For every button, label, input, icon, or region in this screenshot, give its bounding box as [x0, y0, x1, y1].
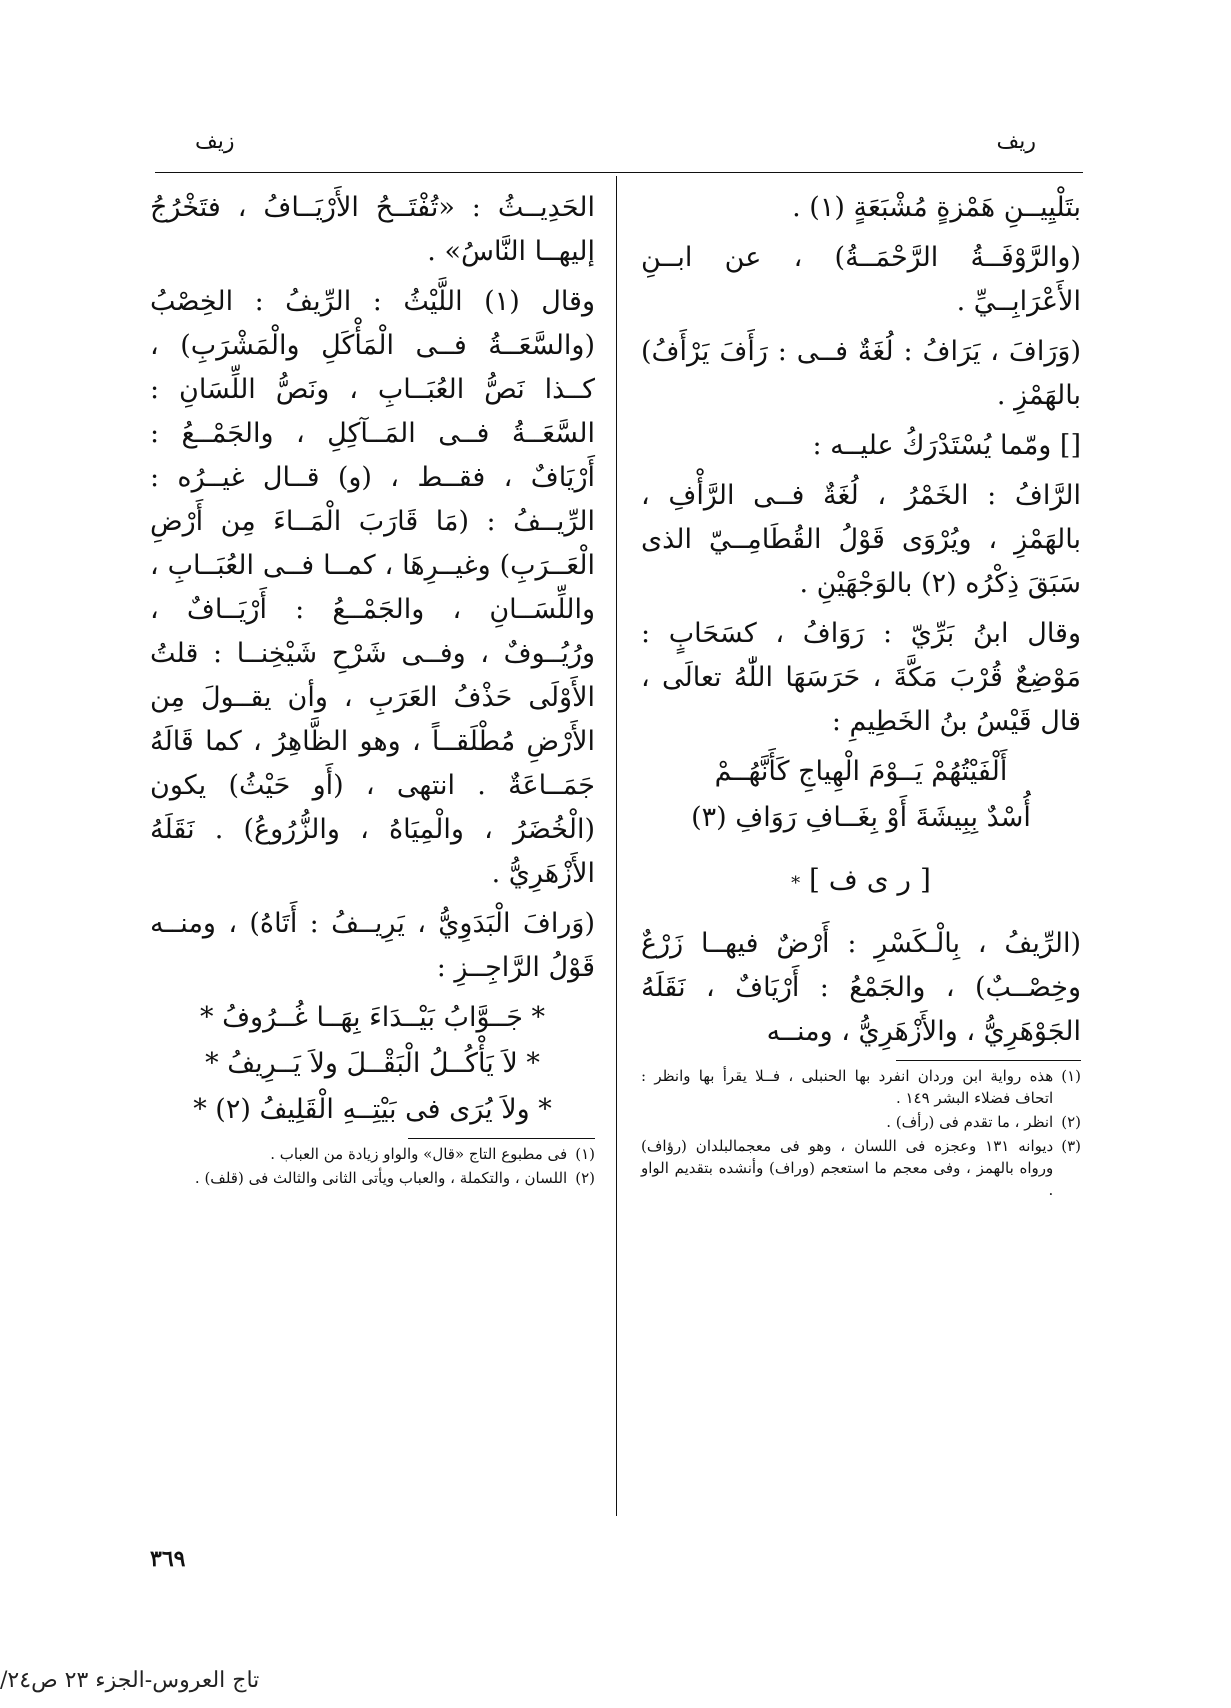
verse-line: * جَــوَّابُ بَيْــدَاءَ بِهَــا غُــرُوفُ *	[199, 1002, 545, 1033]
paragraph: (الرِّيفُ ، بِالْـكَسْرِ : أَرْضٌ فيهــا زَرْعٌ وخِصْــبٌ) ، والجَمْعُ : أَرْيَافٌ ، نَقَلَهُ الجَوْهَرِيُّ ، والأَزْهَرِيُّ ، ومنــه	[641, 928, 1081, 1047]
footnote	[641, 1065, 1081, 1109]
rajaz-verses	[150, 996, 595, 1132]
footnote-text: هذه رواية ابن وردان انفرد بها الحنبلى ، فــلا يقرأ بها وانظر : اتحاف فضلاء البشر ١٤٩ .	[641, 1067, 1054, 1107]
footnote-number: (٢)	[575, 1169, 595, 1187]
paragraph: وقال (١) اللَّيْثُ : الرِّيفُ : الخِصْبُ (والسَّعَــةُ فــى الْمَأْكَلِ والْمَشْرَبِ) ، كــذا نَصُّ العُبَــابِ ، ونَصُّ اللِّسَانِ : السَّعَــةُ فــى المَــآكِلِ ، والجَمْــعُ : أَرْيَافٌ ، فقــط ، (و) قــال غيــرُه : الرِّيــفُ : (مَا قَارَبَ الْمَــاءَ مِن أَرْضِ الْعَــرَبِ) وغيــرِهَا ، كمــا فــى العُبَــابِ ، واللِّسَــانِ ، والجَمْــعُ : أَرْيَــافٌ ، ورُيُــوفٌ ، وفــى شَرْحِ شَيْخِنــا : قلتُ الأَوْلَى حَذْفُ العَرَبِ ، وأن يقــولَ مِن الأَرْضِ مُطْلَقــاً ، وهو الظَّاهِرُ ، كما قَالَهُ جَمَــاعَةٌ . انتهى ، (أَو حَيْثُ) يكون (الْخُضَرُ ، والْمِيَاهُ ، والزُّرُوعُ) . نَقَلَهُ الأَزْهَرِيُّ .	[150, 286, 595, 889]
right-column	[641, 186, 1081, 1203]
paragraph: (وَرَافَ ، يَرَافُ : لُغَةٌ فــى : رَأَفَ يَرْأَفُ) بالهَمْزِ .	[641, 336, 1081, 411]
running-head-right: ريف	[996, 129, 1036, 154]
paragraph: [] ومّما يُسْتَدْرَكُ عليــه :	[812, 430, 1081, 461]
footnote	[641, 1111, 1081, 1133]
running-head-left: زيف	[195, 129, 235, 154]
footnote	[641, 1135, 1081, 1201]
verse-line: أُسْدٌ بِبِيشَةَ أَوْ بِغَــافِ رَوَافِ (٣)	[691, 802, 1031, 833]
column-divider	[616, 176, 617, 1516]
footnote-text: فى مطبوع التاج «قال» والواو زيادة من العباب .	[270, 1145, 568, 1163]
paragraph: الحَدِيــثُ : «تُفْتَــحُ الأَرْيَــافُ ، فتَخْرُجُ إليهــا النَّاسُ» .	[150, 192, 595, 267]
paragraph: بتَلْيِيــنِ هَمْزةٍ مُشْبَعَةٍ (١) .	[792, 192, 1081, 223]
page-number: ٣٦٩	[150, 1546, 186, 1572]
footnote-number: (١)	[1061, 1067, 1081, 1085]
footnote-number: (٣)	[1061, 1137, 1081, 1155]
paragraph: الرَّافُ : الخَمْرُ ، لُغَةٌ فــى الرَّأْفِ ، بالهَمْزِ ، ويُرْوَى قَوْلُ القُطَامِــيّ الذى سَبَقَ ذِكْرُه (٢) بالوَجْهَيْنِ .	[641, 480, 1081, 599]
footnote	[150, 1143, 595, 1165]
left-column	[150, 186, 595, 1191]
footnote	[150, 1167, 595, 1189]
book-title-footer: تاج العروس-الجزء ٢٣ ص٢٤/	[0, 1668, 260, 1693]
footnote-rule	[896, 1060, 1081, 1061]
footnote-text: اللسان ، والتكملة ، والعباب ويأتى الثانى والثالث فى (قلف) .	[194, 1169, 568, 1187]
footnote-text: ديوانه ١٣١ وعجزه فى اللسان ، وهو فى معجمالبلدان (رؤاف) ورواه بالهمز ، وفى معجم ما استعجم (وراف) وأنشده بتقديم الواو .	[641, 1137, 1054, 1199]
footnote-text: انظر ، ما تقدم فى (رأف) .	[886, 1113, 1054, 1131]
heading-star: *	[791, 873, 801, 894]
footnotes-right	[641, 1065, 1081, 1201]
header-rule	[155, 172, 1083, 173]
paragraph: وقال ابنُ بَرِّيّ : رَوَافُ ، كسَحَابٍ : مَوْضِعٌ قُرْبَ مَكَّةَ ، حَرَسَهَا اللّٰهُ تعالَى ، قال قَيْسُ بنُ الخَطِيمِ :	[641, 618, 1081, 737]
footnote-rule	[408, 1138, 595, 1139]
footnote-number: (٢)	[1061, 1113, 1081, 1131]
paragraph: (وَرافَ الْبَدَوِيُّ ، يَرِيــفُ : أَتَاهُ) ، ومنــه قَوْلُ الرَّاجِــزِ :	[150, 908, 595, 983]
verse-line: * لاَ يَأْكُــلُ الْبَقْــلَ ولاَ يَــرِيفُ *	[205, 1048, 540, 1079]
root-heading: [ ر ى ف ]	[808, 863, 931, 896]
verse-line: أَلْفَيْتُهُمْ يَــوْمَ الْهِياجِ كَأَنَّهُــمْ	[714, 756, 1008, 787]
footnotes-left	[150, 1143, 595, 1189]
poem-verse	[641, 750, 1081, 840]
entry-heading	[641, 858, 1081, 906]
verse-line: * ولاَ يُرَى فى بَيْتِــهِ الْقَلِيفُ (٢) *	[193, 1094, 552, 1125]
footnote-number: (١)	[575, 1145, 595, 1163]
paragraph: (والرَّوْفَــةُ الرَّحْمَــةُ) ، عن ابــنِ الأَعْرَابِــيِّ .	[641, 242, 1081, 317]
